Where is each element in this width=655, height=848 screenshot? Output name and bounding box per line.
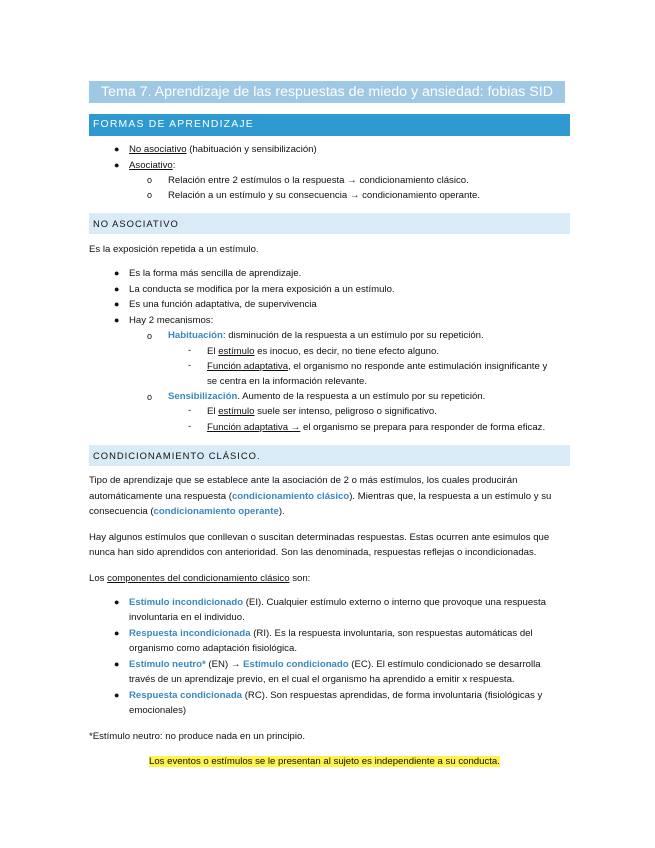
- bullet-icon: ●: [114, 690, 120, 700]
- bullet-icon: ●: [114, 597, 120, 607]
- list-item: Hay 2 mecanismos:: [129, 315, 214, 326]
- bullet-icon: ●: [114, 144, 120, 154]
- bullet-icon: ●: [114, 284, 120, 294]
- section-heading-no-asociativo: NO ASOCIATIVO: [89, 213, 570, 234]
- list-item-en-ec: Estímulo neutro* (EN) → Estímulo condicionado (EC). El estímulo condicionado se desarrolla: [129, 659, 541, 670]
- bullet-icon: ●: [114, 299, 120, 309]
- components-heading: Los componentes del condicionamiento clásico son:: [89, 573, 311, 584]
- list-item: Función adaptativa, el organismo no responde ante estimulación insignificante y: [207, 361, 548, 372]
- circle-bullet-icon: o: [147, 175, 153, 185]
- list-item-ei: Estímulo incondicionado (EI). Cualquier estímulo externo o interno que provoque una respuesta: [129, 597, 546, 608]
- footnote: *Estímulo neutro: no produce nada en un principio.: [89, 731, 305, 742]
- list-item-continuation: través de un aprendizaje previo, en el cual el organismo ha aprendido a emitir x respuesta.: [129, 674, 515, 685]
- list-item-rc: Respuesta condicionada (RC). Son respuestas aprendidas, de forma involuntaria (fisiológicas y: [129, 690, 543, 701]
- dash-bullet-icon: -: [188, 421, 192, 432]
- list-item: La conducta se modifica por la mera exposición a un estímulo.: [129, 284, 395, 295]
- list-item-continuation: organismo como adaptación fisiológica.: [129, 643, 297, 654]
- list-item: Es una función adaptativa, de supervivencia: [129, 299, 317, 310]
- paragraph: Es la exposición repetida a un estímulo.: [89, 244, 259, 255]
- page-title: Tema 7. Aprendizaje de las respuestas de miedo y ansiedad: fobias SID: [89, 81, 565, 103]
- paragraph-line: consecuencia (condicionamiento operante).: [89, 506, 285, 517]
- list-item: Relación entre 2 estímulos o la respuesta → condicionamiento clásico.: [168, 175, 469, 186]
- bullet-icon: ●: [114, 315, 120, 325]
- bullet-icon: ●: [114, 268, 120, 278]
- list-item: No asociativo (habituación y sensibilización): [129, 144, 317, 155]
- list-item: El estímulo suele ser intenso, peligroso o significativo.: [207, 406, 437, 417]
- bullet-icon: ●: [114, 659, 120, 669]
- list-item: Asociativo:: [129, 160, 176, 171]
- list-item: Es la forma más sencilla de aprendizaje.: [129, 268, 302, 279]
- section-heading-formas: FORMAS DE APRENDIZAJE: [89, 114, 570, 136]
- bullet-icon: ●: [114, 160, 120, 170]
- list-item-continuation: involuntaria en el individuo.: [129, 612, 245, 623]
- list-item: Relación a un estímulo y su consecuencia → condicionamiento operante.: [168, 190, 480, 201]
- paragraph-line: Hay algunos estímulos que conllevan o suscitan determinadas respuestas. Estas ocurren ante esimulos que: [89, 532, 550, 543]
- list-item-continuation: se centra en la información relevante.: [207, 376, 367, 387]
- circle-bullet-icon: o: [147, 331, 153, 341]
- paragraph-line: automáticamente una respuesta (condicionamiento clásico). Mientras que, la respuesta a un estímulo y su: [89, 491, 552, 502]
- dash-bullet-icon: -: [188, 345, 192, 356]
- list-item-ri: Respuesta incondicionada (RI). Es la respuesta involuntaria, son respuestas automáticas del: [129, 628, 533, 639]
- circle-bullet-icon: o: [147, 190, 153, 200]
- paragraph-line: Tipo de aprendizaje que se establece ante la asociación de 2 o más estímulos, los cuales producirán: [89, 475, 518, 486]
- bullet-icon: ●: [114, 628, 120, 638]
- dash-bullet-icon: -: [188, 405, 192, 416]
- paragraph-line: nunca han sido aprendidos con anterioridad. Son las denominada, respuestas reflejas o incondicionadas.: [89, 547, 537, 558]
- list-item-sensibilizacion: Sensibilización. Aumento de la respuesta a un estímulo por su repetición.: [168, 391, 486, 402]
- list-item: El estímulo es inocuo, es decir, no tiene efecto alguno.: [207, 346, 440, 357]
- highlighted-note: Los eventos o estímulos se le presentan al sujeto es independiente a su conducta.: [149, 756, 500, 767]
- list-item: Función adaptativa → el organismo se prepara para responder de forma eficaz.: [207, 422, 546, 433]
- section-heading-condicionamiento: CONDICIONAMIENTO CLÁSICO.: [89, 445, 570, 466]
- circle-bullet-icon: o: [147, 392, 153, 402]
- dash-bullet-icon: -: [188, 360, 192, 371]
- list-item-habituacion: Habituación: disminución de la respuesta a un estímulo por su repetición.: [168, 330, 484, 341]
- list-item-continuation: emocionales): [129, 705, 187, 716]
